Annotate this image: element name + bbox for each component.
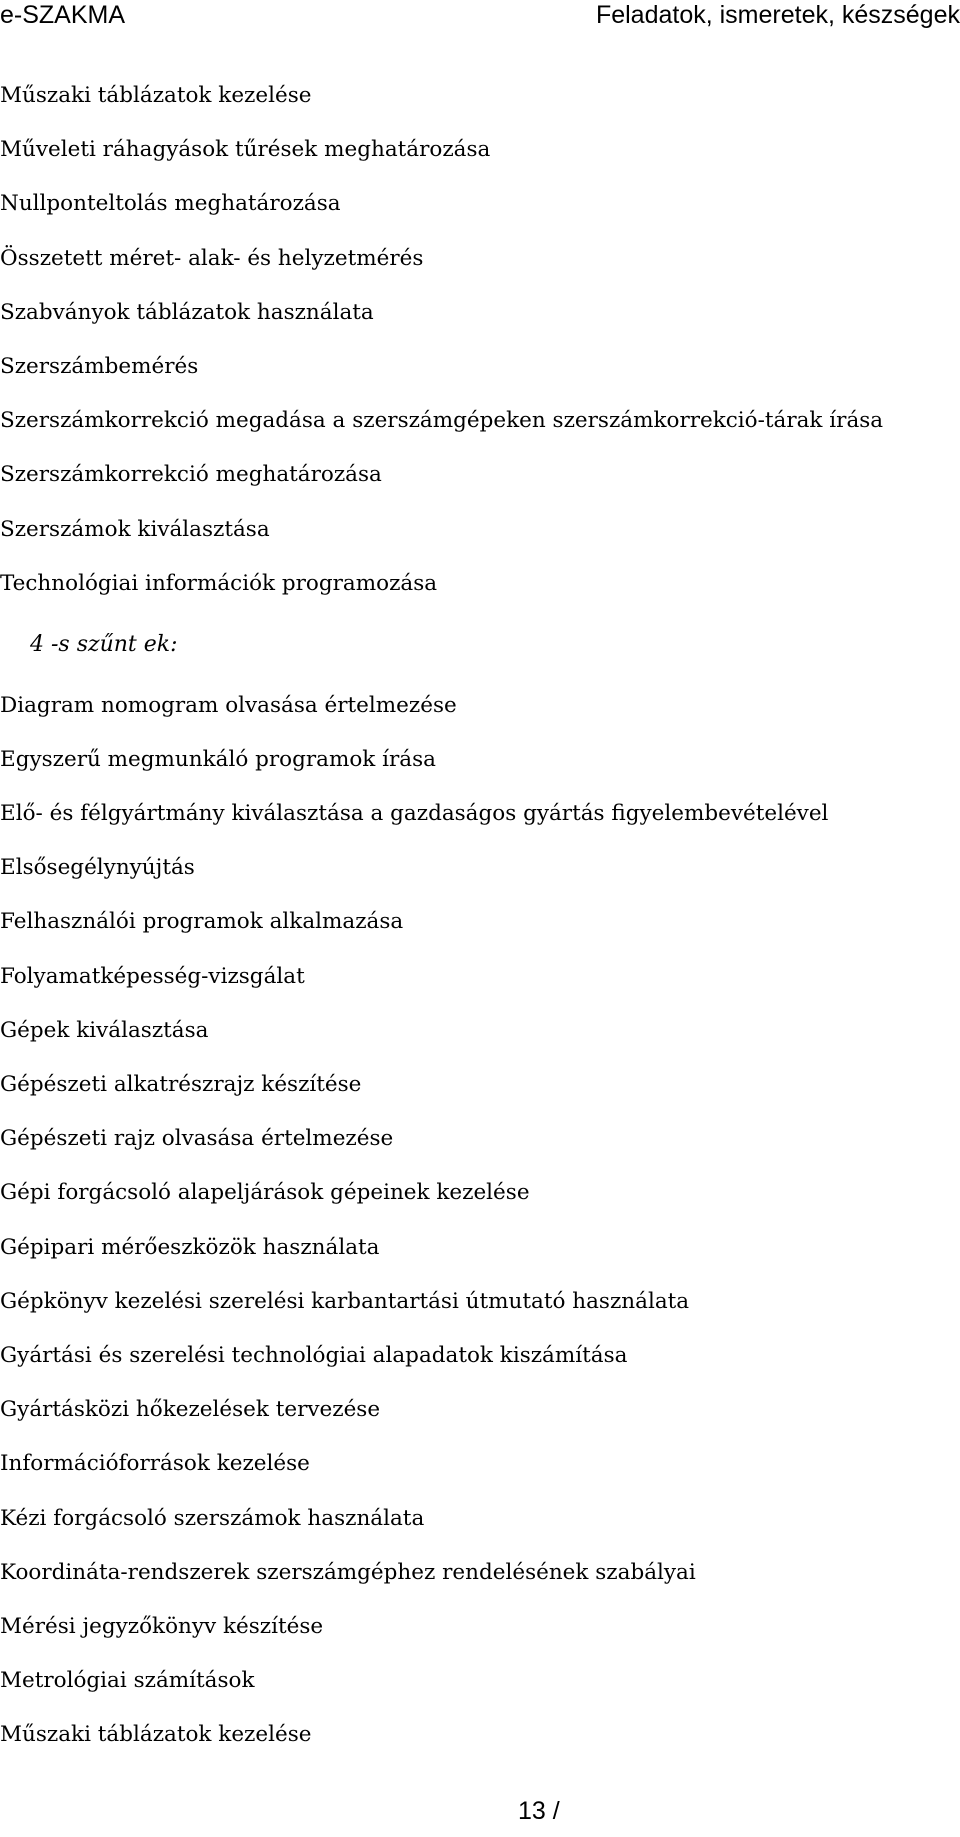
list-item: Elő- és félgyártmány kiválasztása a gazdaságos gyártás figyelembevételével [0,801,829,827]
list-item: Információforrások kezelése [0,1451,310,1477]
header-brand: e-SZAKMA [0,1,126,29]
list-item: Szerszámkorrekció megadása a szerszámgépeken szerszámkorrekció-tárak írása [0,408,884,434]
list-item: Szerszámkorrekció meghatározása [0,462,382,488]
header-section-title: Feladatok, ismeretek, készségek [595,1,960,29]
skills-list [0,74,960,1767]
list-item: Diagram nomogram olvasása értelmezése [0,692,457,718]
list-item: Gépi forgácsoló alapeljárások gépeinek kezelése [0,1180,530,1206]
list-item: Nullponteltolás meghatározása [0,191,341,217]
list-item: Szabványok táblázatok használata [0,299,374,325]
level-subheading: 4 -s szűnt ek: [30,631,178,657]
list-item: Gépészeti rajz olvasása értelmezése [0,1126,394,1152]
list-item: Gépipari mérőeszközök használata [0,1234,380,1260]
list-item: Gyártásközi hőkezelések tervezése [0,1397,381,1423]
list-item: Gépek kiválasztása [0,1017,209,1043]
list-item: Egyszerű megmunkáló programok írása [0,746,436,772]
list-item: Folyamatképesség-vizsgálat [0,963,305,989]
page-number: 13 / [518,1797,560,1825]
list-item: Koordináta-rendszerek szerszámgéphez rendelésének szabályai [0,1559,696,1585]
list-item: Kézi forgácsoló szerszámok használata [0,1505,425,1531]
list-item: Technológiai információk programozása [0,570,438,596]
list-item: Szerszámbemérés [0,353,199,379]
list-item: Metrológiai számítások [0,1668,255,1694]
list-item: Elsősegélynyújtás [0,855,195,881]
list-item: Szerszámok kiválasztása [0,516,270,542]
list-item: Műszaki táblázatok kezelése [0,1722,312,1748]
list-item: Mérési jegyzőkönyv készítése [0,1613,324,1639]
list-item: Gépkönyv kezelési szerelési karbantartási útmutató használata [0,1288,690,1314]
page-header [0,0,960,40]
list-item: Műveleti ráhagyások tűrések meghatározása [0,137,491,163]
list-item: Gépészeti alkatrészrajz készítése [0,1072,362,1097]
list-item: Felhasználói programok alkalmazása [0,909,404,935]
list-item: Műszaki táblázatok kezelése [0,83,312,108]
list-item: Összetett méret- alak- és helyzetmérés [0,245,424,271]
list-item: Gyártási és szerelési technológiai alapadatok kiszámítása [0,1342,628,1368]
